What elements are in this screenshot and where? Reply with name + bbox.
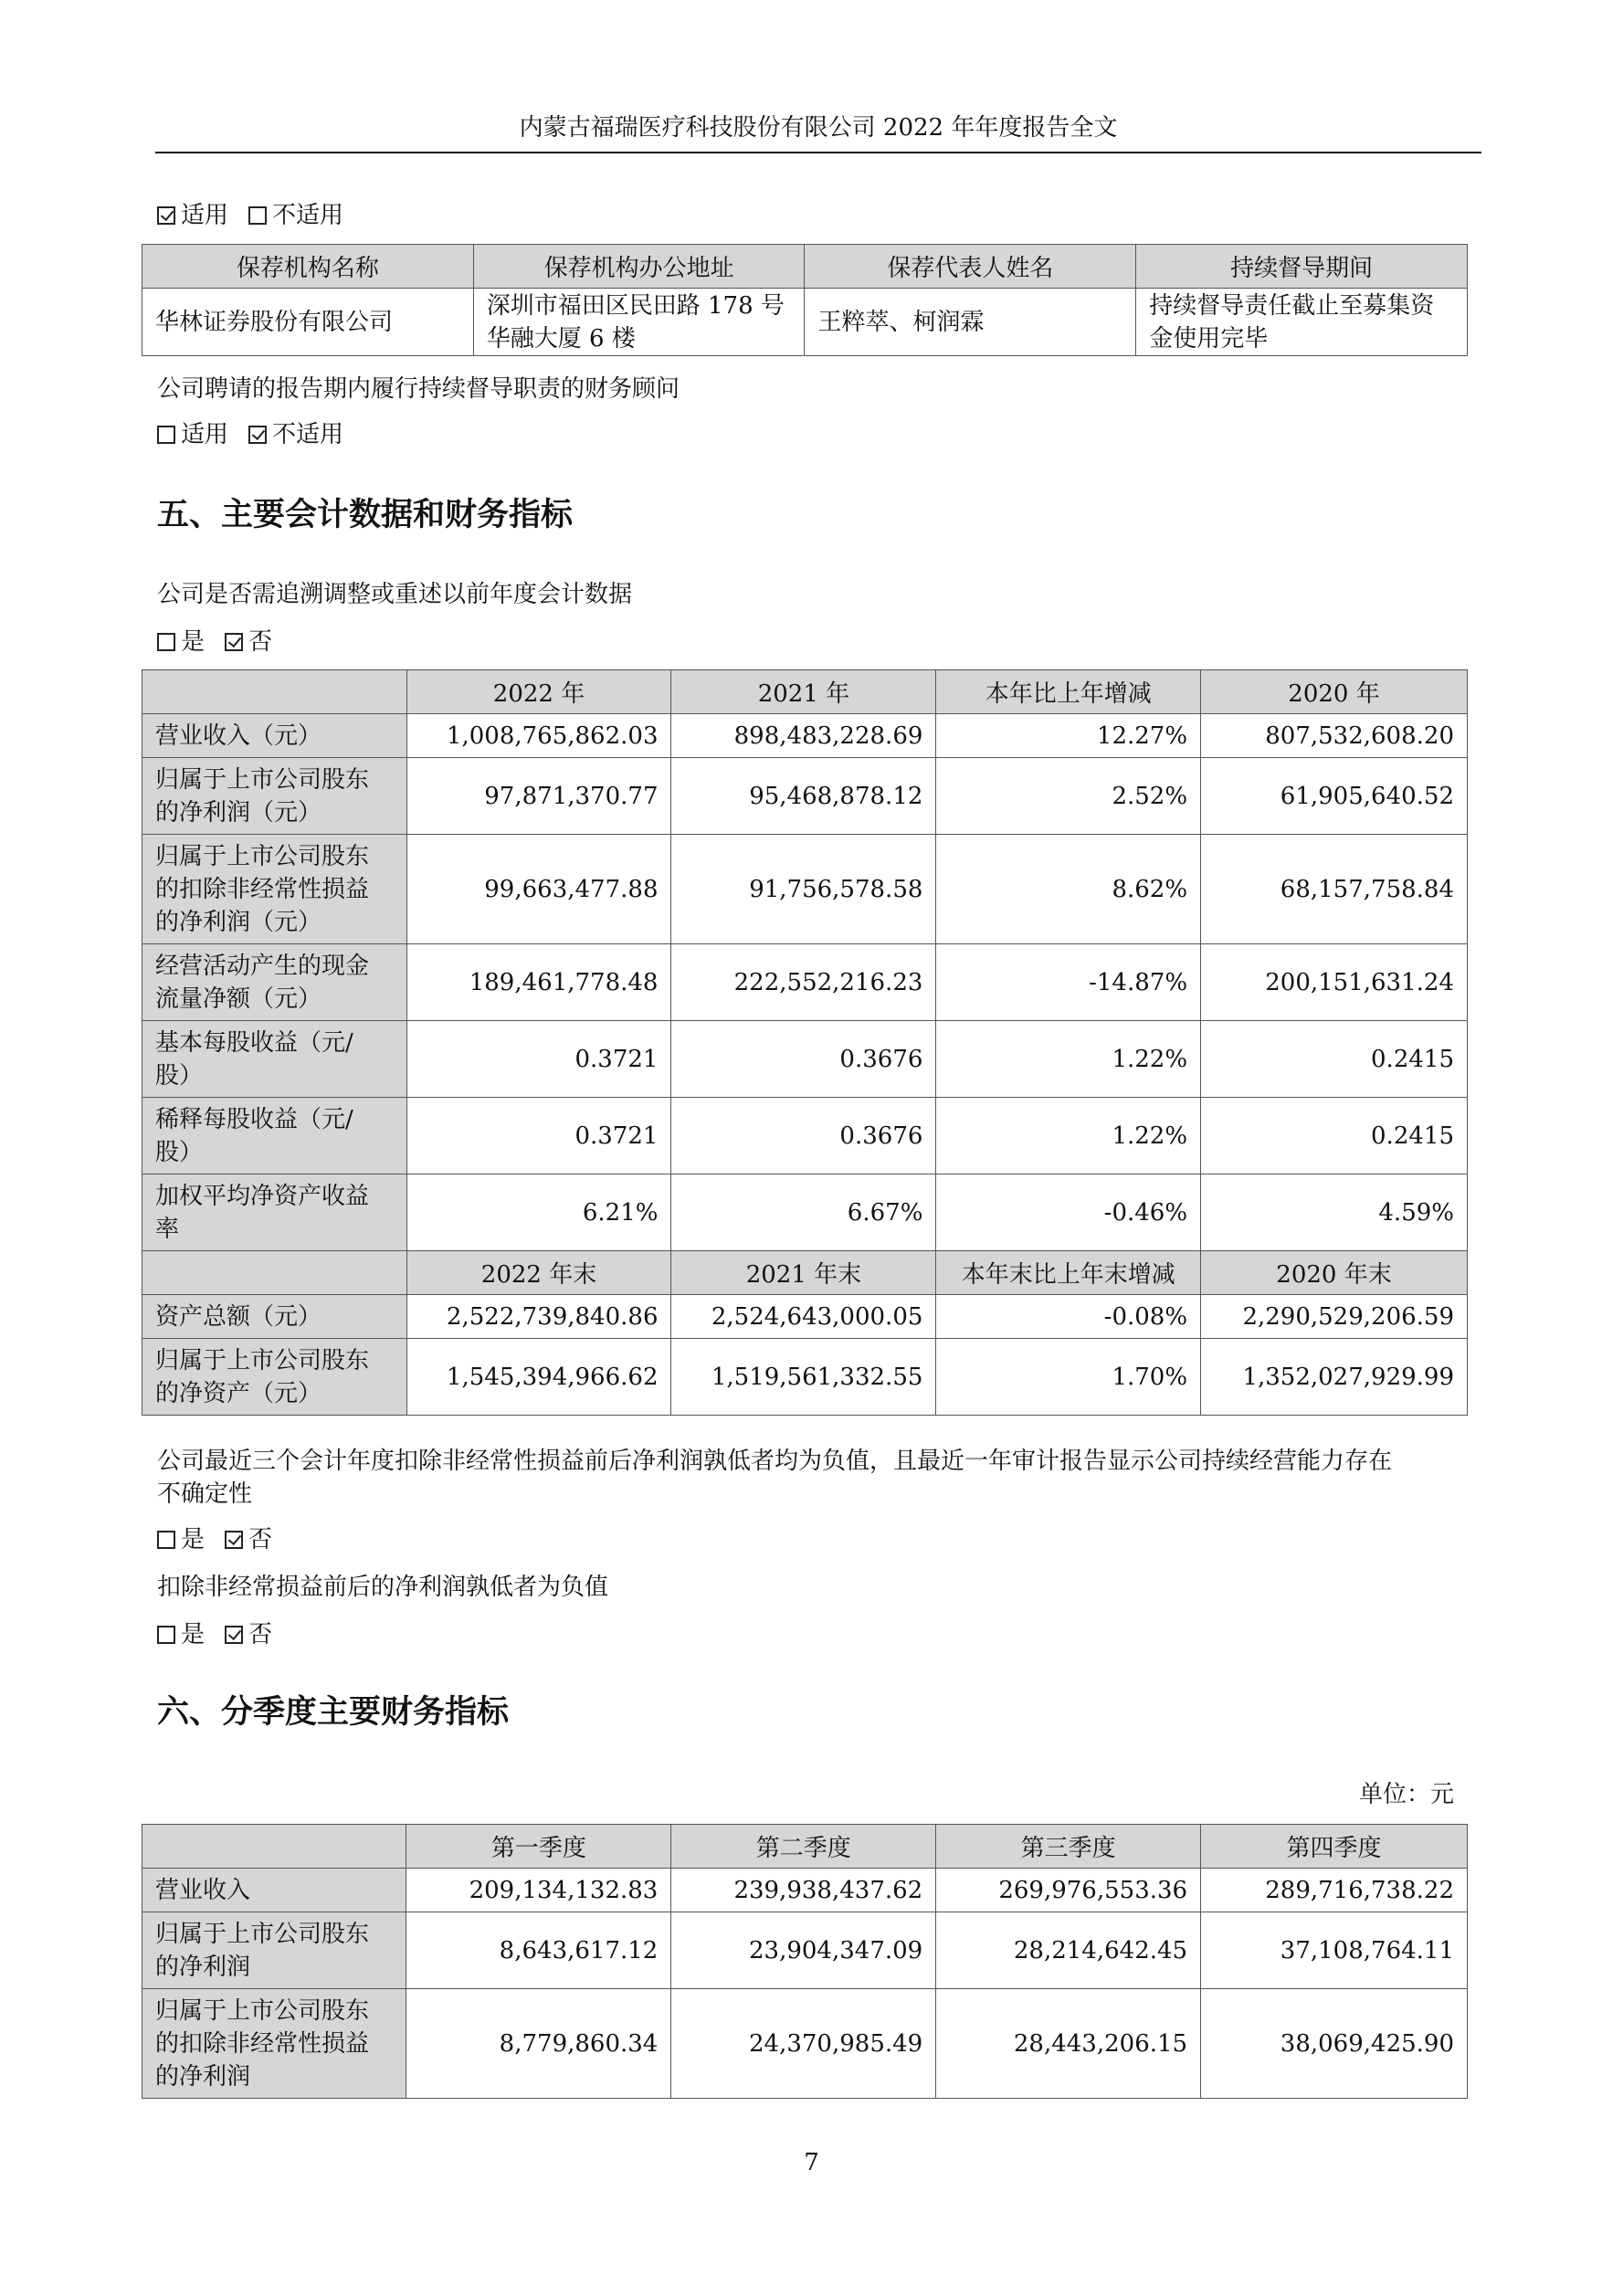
sponsor-address [473,289,805,356]
quarter-value-cell: 239,938,437.62 [671,1869,936,1912]
main-value-cell: 91,756,578.58 [671,835,936,944]
applicable-label: 适用 [181,202,229,229]
sponsor-period-line2: 金使用完毕 [1149,324,1269,353]
going-concern-yes-label: 是 [181,1526,206,1553]
quarter-value-cell: 289,716,738.22 [1201,1869,1468,1912]
table-row [142,1339,1468,1416]
main-header-4: 2020 年 [1201,670,1468,714]
row-label-line: 经营活动产生的现金 [155,952,370,980]
going-concern-line1: 公司最近三个会计年度扣除非经常性损益前后净利润孰低者均为负值，且最近一年审计报告显示公司持续经营能力存在 [157,1448,1393,1475]
main-table-body [142,670,1468,1416]
main-value-cell: 61,905,640.52 [1201,758,1468,835]
main-end-header-2: 2021 年末 [671,1251,936,1295]
row-label-line: 的扣除非经常性损益 [155,875,370,903]
table-row [142,1869,1468,1912]
quarter-value-cell: 23,904,347.09 [671,1912,936,1989]
main-header-1: 2022 年 [406,670,671,714]
table-row [142,758,1468,835]
quarter-value-cell: 8,779,860.34 [406,1989,671,2099]
table-row [142,714,1468,758]
row-label-line: 的净利润（元） [155,908,322,936]
row-label-line: 率 [155,1215,180,1243]
quarter-header-4: 第四季度 [1201,1825,1468,1869]
table-row [142,1021,1468,1098]
sponsor-reps: 王粹萃、柯润霖 [805,289,1136,356]
restate-no-checkbox-checked[interactable] [225,633,243,651]
row-label-line: 稀释每股收益（元/ [155,1105,353,1133]
row-label-line: 的净利润（元） [155,798,322,827]
sponsor-period [1136,289,1468,356]
going-concern-yes-no-line [157,1523,272,1556]
table-row [142,944,1468,1021]
main-value-cell: 99,663,477.88 [406,835,671,944]
main-value-cell: 0.3676 [671,1098,936,1174]
page-header: 内蒙古福瑞医疗科技股份有限公司 2022 年年度报告全文 [519,114,1118,142]
sponsor-header-name: 保荐机构名称 [142,245,474,289]
negative-profit-yes-checkbox[interactable] [157,1626,175,1644]
row-label-line: 股） [155,1138,204,1166]
section5-title: 五、主要会计数据和财务指标 [157,497,574,533]
header-blank-cell [142,1825,406,1869]
quarter-table-body [142,1825,1468,2099]
row-label-line: 营业收入 [155,1876,251,1904]
header-blank-cell [142,670,407,714]
main-row-label [142,758,407,835]
quarter-table [142,1824,1468,2099]
restate-yes-checkbox[interactable] [157,633,175,651]
negative-profit-text: 扣除非经常损益前后的净利润孰低者为负值 [157,1574,609,1601]
advisor-not-applicable-label: 不适用 [272,421,344,448]
main-value-cell: 1.22% [936,1098,1201,1174]
row-label-line: 归属于上市公司股东 [155,1346,370,1374]
main-financial-table [142,669,1468,1416]
main-value-cell: 95,468,878.12 [671,758,936,835]
row-label-line: 归属于上市公司股东 [155,842,370,870]
not-applicable-label: 不适用 [272,202,344,229]
main-value-cell: 898,483,228.69 [671,714,936,758]
row-label-line: 的净利润 [155,2062,251,2091]
row-label-line: 股） [155,1061,204,1090]
quarter-value-cell: 24,370,985.49 [671,1989,936,2099]
table-row [142,1174,1468,1251]
main-end-header-3: 本年末比上年末增减 [936,1251,1201,1295]
row-label-line: 基本每股收益（元/ [155,1028,353,1057]
main-value-cell: 8.62% [936,835,1201,944]
row-label-line: 的净利润 [155,1953,251,1981]
table-header-row [142,1825,1468,1869]
main-value-cell: 97,871,370.77 [406,758,671,835]
header-blank-cell [142,1251,407,1295]
going-concern-no-checkbox-checked[interactable] [225,1531,243,1549]
main-value-cell: 222,552,216.23 [671,944,936,1021]
advisor-applicable-label: 适用 [181,421,229,448]
main-header-3: 本年比上年增减 [936,670,1201,714]
quarter-row-label [142,1989,406,2099]
applicable-checkbox-checked[interactable] [157,206,175,225]
main-value-cell: 807,532,608.20 [1201,714,1468,758]
quarter-value-cell: 209,134,132.83 [406,1869,671,1912]
negative-profit-no-checkbox-checked[interactable] [225,1626,243,1644]
sponsor-header-address: 保荐机构办公地址 [473,245,805,289]
negative-profit-yes-no-line [157,1618,272,1651]
main-end-value-cell: 2,524,643,000.05 [671,1295,936,1339]
main-value-cell: 200,151,631.24 [1201,944,1468,1021]
main-value-cell: 68,157,758.84 [1201,835,1468,944]
main-end-header-1: 2022 年末 [406,1251,671,1295]
main-value-cell: 189,461,778.48 [406,944,671,1021]
row-label-line: 的净资产（元） [155,1379,322,1407]
advisor-text: 公司聘请的报告期内履行持续督导职责的财务顾问 [157,375,680,403]
sponsor-address-line2: 华融大厦 6 楼 [486,324,636,353]
table-row [142,1989,1468,2099]
main-value-cell: 0.3721 [406,1098,671,1174]
not-applicable-checkbox[interactable] [248,206,267,225]
sponsor-period-line1: 持续督导责任截止至募集资 [1149,291,1435,320]
sponsor-header-period: 持续督导期间 [1136,245,1468,289]
quarter-value-cell: 269,976,553.36 [936,1869,1201,1912]
quarter-header-1: 第一季度 [406,1825,671,1869]
table-header-row [142,670,1468,714]
row-label-line: 归属于上市公司股东 [155,765,370,794]
row-label-line: 营业收入（元） [155,721,322,750]
row-label-line: 归属于上市公司股东 [155,1996,370,2025]
main-row-label [142,1098,407,1174]
going-concern-line2: 不确定性 [157,1480,253,1508]
main-row-label [142,1174,407,1251]
table-row [142,1295,1468,1339]
main-value-cell: 0.3721 [406,1021,671,1098]
main-end-value-cell: 1,519,561,332.55 [671,1339,936,1416]
row-label-line: 归属于上市公司股东 [155,1920,370,1948]
header-rule [155,152,1481,153]
main-value-cell: 0.2415 [1201,1021,1468,1098]
main-end-value-cell: -0.08% [936,1295,1201,1339]
sponsor-address-line1: 深圳市福田区民田路 178 号 [486,291,785,320]
row-label-line: 流量净额（元） [155,985,322,1013]
main-header-2: 2021 年 [671,670,936,714]
row-label-line: 的扣除非经常性损益 [155,2029,370,2058]
advisor-applicable-line [157,418,343,451]
quarter-value-cell: 8,643,617.12 [406,1912,671,1989]
main-value-cell: 12.27% [936,714,1201,758]
advisor-applicable-checkbox[interactable] [157,426,175,444]
main-row-label [142,714,407,758]
main-row-label [142,1021,407,1098]
table-header-row [142,1251,1468,1295]
restate-yes-label: 是 [181,628,206,656]
quarter-row-label [142,1869,406,1912]
going-concern-no-label: 否 [248,1526,273,1553]
main-row-label [142,835,407,944]
section5-yes-no-line [157,626,272,658]
main-value-cell: -0.46% [936,1174,1201,1251]
main-end-value-cell: 2,290,529,206.59 [1201,1295,1468,1339]
going-concern-yes-checkbox[interactable] [157,1531,175,1549]
quarter-value-cell: 38,069,425.90 [1201,1989,1468,2099]
table-row [142,1912,1468,1989]
main-end-value-cell: 2,522,739,840.86 [406,1295,671,1339]
main-end-header-4: 2020 年末 [1201,1251,1468,1295]
quarter-header-3: 第三季度 [936,1825,1201,1869]
quarter-value-cell: 28,214,642.45 [936,1912,1201,1989]
unit-label: 单位：元 [1358,1781,1454,1808]
main-value-cell: 1.22% [936,1021,1201,1098]
section6-title: 六、分季度主要财务指标 [157,1694,510,1731]
quarter-value-cell: 28,443,206.15 [936,1989,1201,2099]
main-end-value-cell: 1,352,027,929.99 [1201,1339,1468,1416]
main-value-cell: 1,008,765,862.03 [406,714,671,758]
advisor-not-applicable-checkbox-checked[interactable] [248,426,267,444]
quarter-value-cell: 37,108,764.11 [1201,1912,1468,1989]
page-number: 7 [804,2149,819,2176]
quarter-header-2: 第二季度 [671,1825,936,1869]
quarter-row-label [142,1912,406,1989]
main-value-cell: 6.67% [671,1174,936,1251]
main-value-cell: 0.2415 [1201,1098,1468,1174]
main-value-cell: 2.52% [936,758,1201,835]
main-value-cell: -14.87% [936,944,1201,1021]
restate-no-label: 否 [248,628,273,656]
sponsor-header-reps: 保荐代表人姓名 [805,245,1136,289]
negative-profit-yes-label: 是 [181,1621,206,1648]
table-row [142,1098,1468,1174]
negative-profit-no-label: 否 [248,1621,273,1648]
row-label-line: 加权平均净资产收益 [155,1182,370,1210]
main-end-row-label [142,1295,407,1339]
sponsor-applicable-line [157,199,343,232]
main-end-value-cell: 1.70% [936,1339,1201,1416]
main-value-cell: 6.21% [406,1174,671,1251]
sponsor-name: 华林证券股份有限公司 [142,289,474,356]
main-value-cell: 0.3676 [671,1021,936,1098]
table-row [142,835,1468,944]
row-label-line: 资产总额（元） [155,1302,322,1331]
main-end-row-label [142,1339,407,1416]
section5-question: 公司是否需追溯调整或重述以前年度会计数据 [157,581,633,608]
main-value-cell: 4.59% [1201,1174,1468,1251]
main-end-value-cell: 1,545,394,966.62 [406,1339,671,1416]
sponsor-table [142,244,1468,356]
main-row-label [142,944,407,1021]
